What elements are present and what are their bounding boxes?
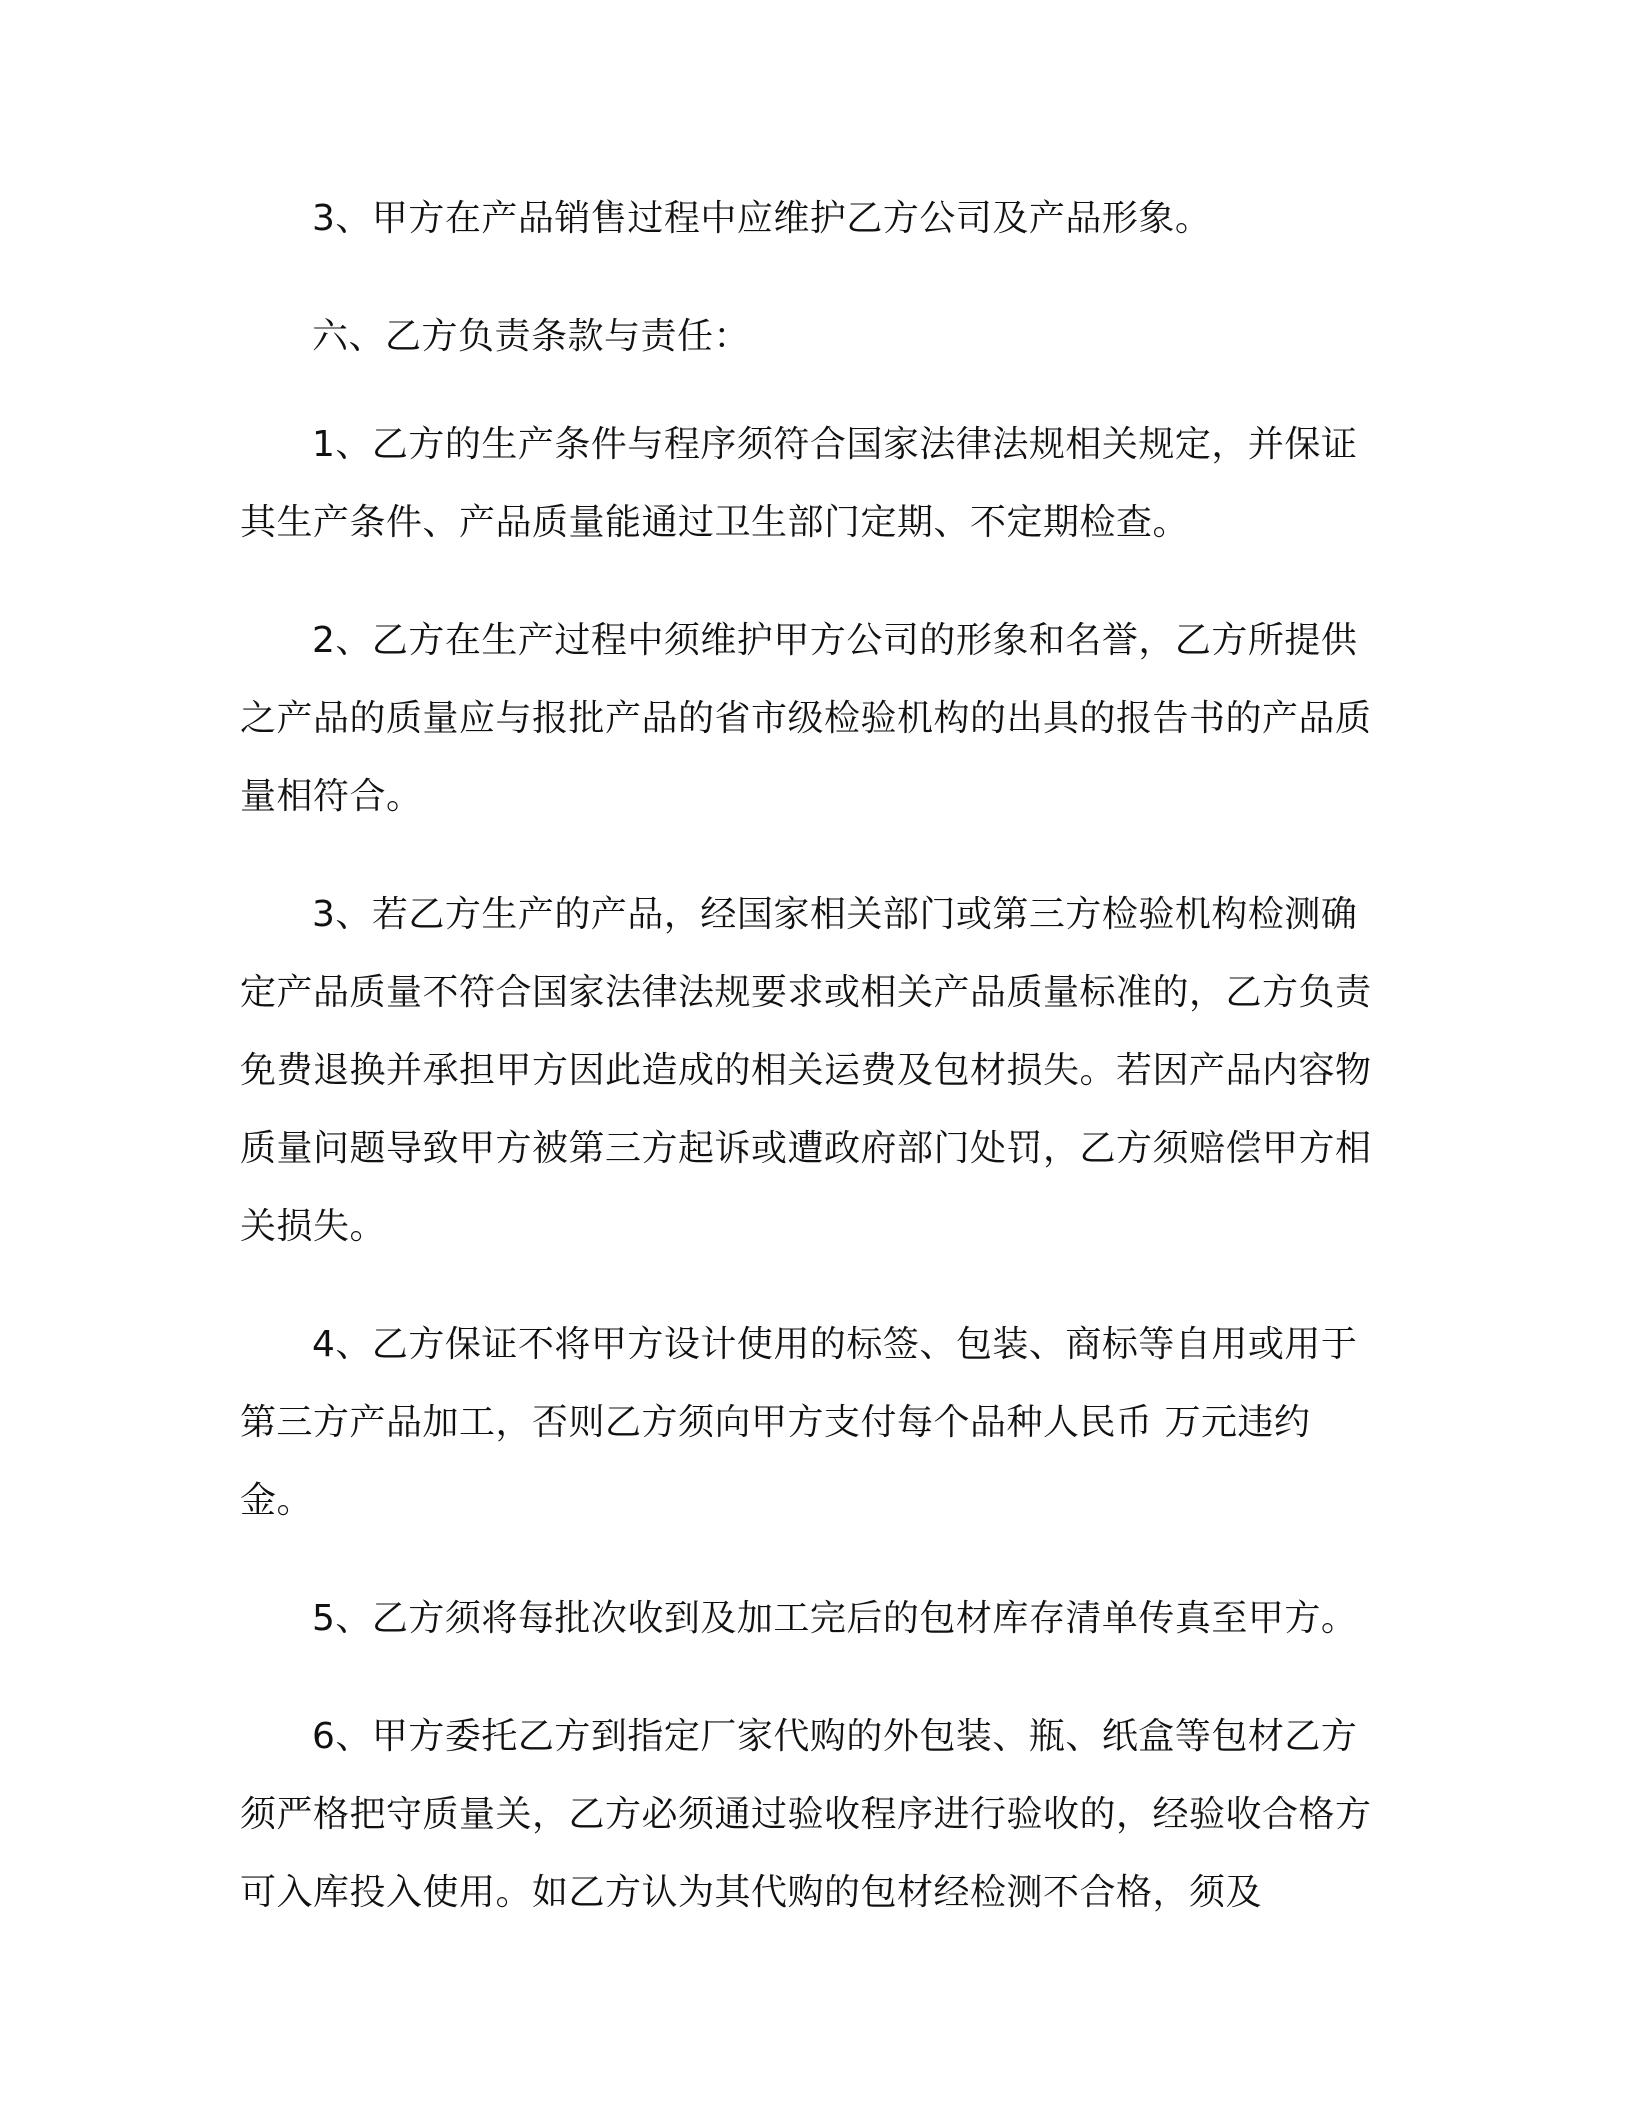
paragraph-4-labels-trademarks: 4、乙方保证不将甲方设计使用的标签、包装、商标等自用或用于第三方产品加工，否则乙方须向甲方支付每个品种人民币 万元违约金。 [240, 1324, 1358, 1521]
document-body [240, 180, 1380, 1972]
paragraph-1-production-conditions: 1、乙方的生产条件与程序须符合国家法律法规相关规定，并保证其生产条件、产品质量能通过卫生部门定期、不定期检查。 [240, 424, 1358, 543]
paragraph-6-packaging-procurement: 6、甲方委托乙方到指定厂家代购的外包装、瓶、纸盒等包材乙方须严格把守质量关，乙方必须通过验收程序进行验收的，经验收合格方可入库投入使用。如乙方认为其代购的包材经检测不合格，须及 [240, 1716, 1372, 1913]
paragraph-2-reputation-quality: 2、乙方在生产过程中须维护甲方公司的形象和名誉，乙方所提供之产品的质量应与报批产品的省市级检验机构的出具的报告书的产品质量相符合。 [240, 620, 1372, 817]
paragraph-3-seller-image: 3、甲方在产品销售过程中应维护乙方公司及产品形象。 [312, 198, 1212, 239]
section-heading-six: 六、乙方负责条款与责任： [312, 316, 751, 357]
paragraph-5-inventory-fax: 5、乙方须将每批次收到及加工完后的包材库存清单传真至甲方。 [312, 1598, 1358, 1639]
paragraph-3-nonconforming-products: 3、若乙方生产的产品，经国家相关部门或第三方检验机构检测确定产品质量不符合国家法律法规要求或相关产品质量标准的，乙方负责免费退换并承担甲方因此造成的相关运费及包材损失。若因产品内容物质量问题导致甲方被第三方起诉或遭政府部门处罚，乙方须赔偿甲方相关损失。 [240, 894, 1372, 1247]
